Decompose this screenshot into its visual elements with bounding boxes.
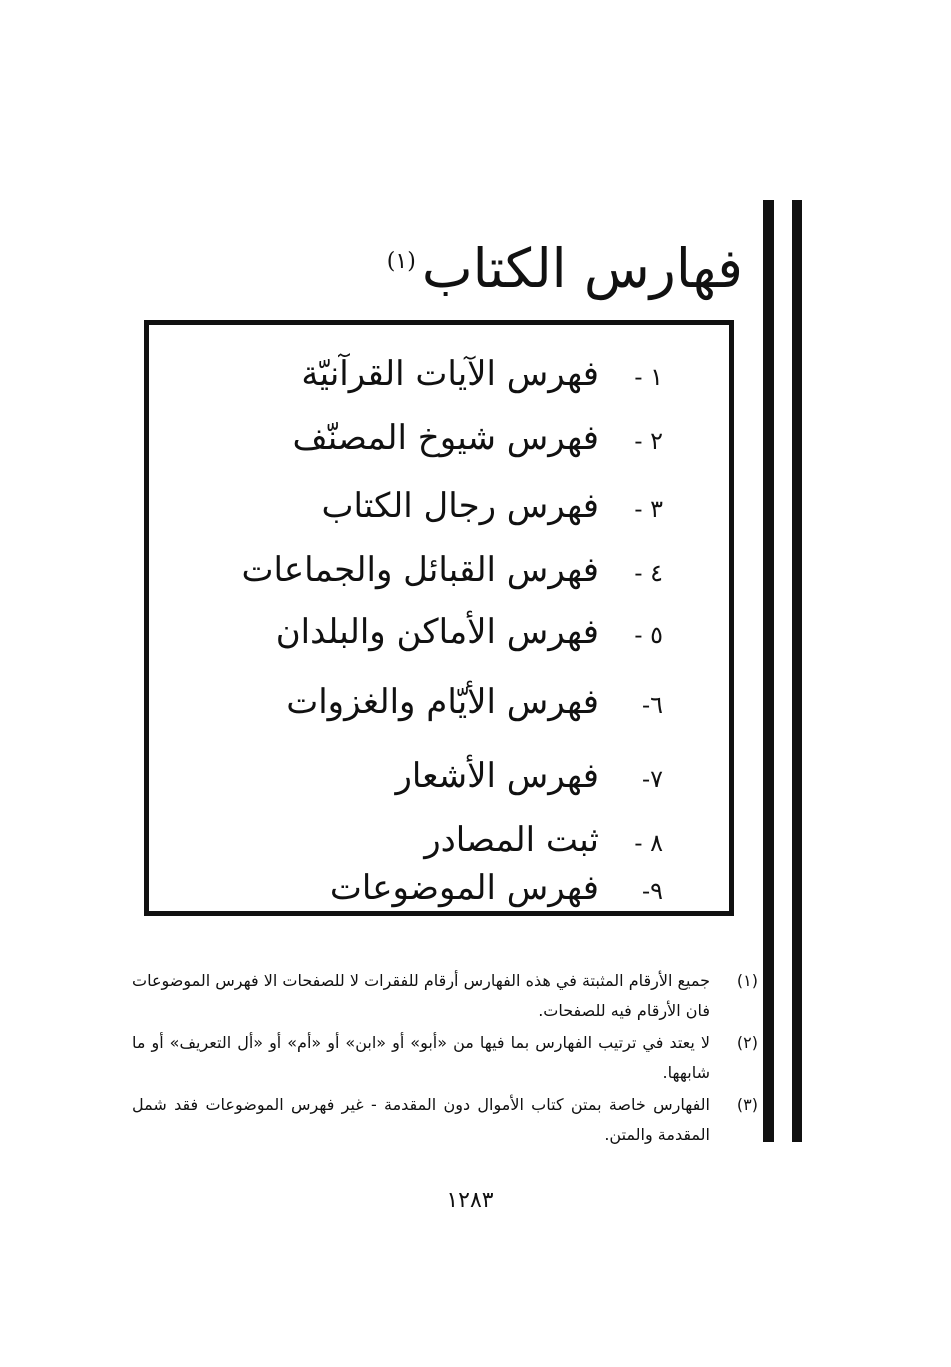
contents-item [330,865,663,914]
footnote-marker: (٢) [736,1033,758,1052]
contents-item-label: فهرس شيوخ المصنّف [292,418,599,458]
contents-item-label: فهرس رجال الكتاب [321,486,599,526]
contents-item-label: ثبت المصادر [424,820,599,860]
contents-item-label: فهرس القبائل والجماعات [241,550,599,590]
contents-item-number: ٤ - [634,559,663,587]
contents-item-number: ٧- [642,765,663,793]
contents-item-number: ١ - [634,363,663,391]
contents-item-label: فهرس الموضوعات [329,868,599,908]
contents-item [242,547,663,596]
contents-item-label: فهرس الآيات القرآنيّة [301,354,599,394]
page-title [387,222,743,309]
contents-item [293,415,663,464]
contents-item-number: ٣ - [634,495,663,523]
contents-item-number: ٦- [642,691,663,719]
contents-item [321,483,663,532]
contents-item [395,753,663,802]
contents-item-number: ٨ - [634,829,663,857]
footnote-marker: (١) [736,971,758,990]
contents-item-label: فهرس الأماكن والبلدان [275,612,599,652]
title-footnote-marker: (١) [386,249,416,274]
contents-item [301,351,663,400]
contents-item-number: ٥ - [634,621,663,649]
footnote-text: جميع الأرقام المثبتة في هذه الفهارس أرقام للفقرات لا للصفحات الا فهرس الموضوعات فان الأرقام فيه للصفحات. [132,971,710,1020]
footnote-marker: (٣) [736,1095,758,1114]
page-number: ١٢٨٣ [446,1188,494,1213]
contents-item [286,679,663,728]
vertical-rule-inner [763,200,774,1142]
footnote [132,1090,758,1150]
contents-item [424,817,663,866]
footnote [132,966,758,1026]
footnote-text: الفهارس خاصة بمتن كتاب الأموال دون المقدمة - غير فهرس الموضوعات فقد شمل المقدمة والمتن. [132,1095,710,1144]
contents-item-label: فهرس الأشعار [395,756,599,796]
contents-item-number: ٢ - [634,427,663,455]
contents-item-number: ٩- [642,877,663,905]
contents-item [276,609,663,658]
page-title-text: فهارس الكتاب [421,237,743,300]
footnote-text: لا يعتد في ترتيب الفهارس بما فيها من «أبو» أو «ابن» أو «أم» أو «أل التعريف» أو ما شابهها. [132,1033,710,1082]
contents-item-label: فهرس الأيّام والغزوات [286,682,599,722]
footnotes [132,966,758,1152]
vertical-rule-outer [792,200,802,1142]
footnote [132,1028,758,1088]
contents-box [144,320,734,916]
contents-list [149,325,729,911]
